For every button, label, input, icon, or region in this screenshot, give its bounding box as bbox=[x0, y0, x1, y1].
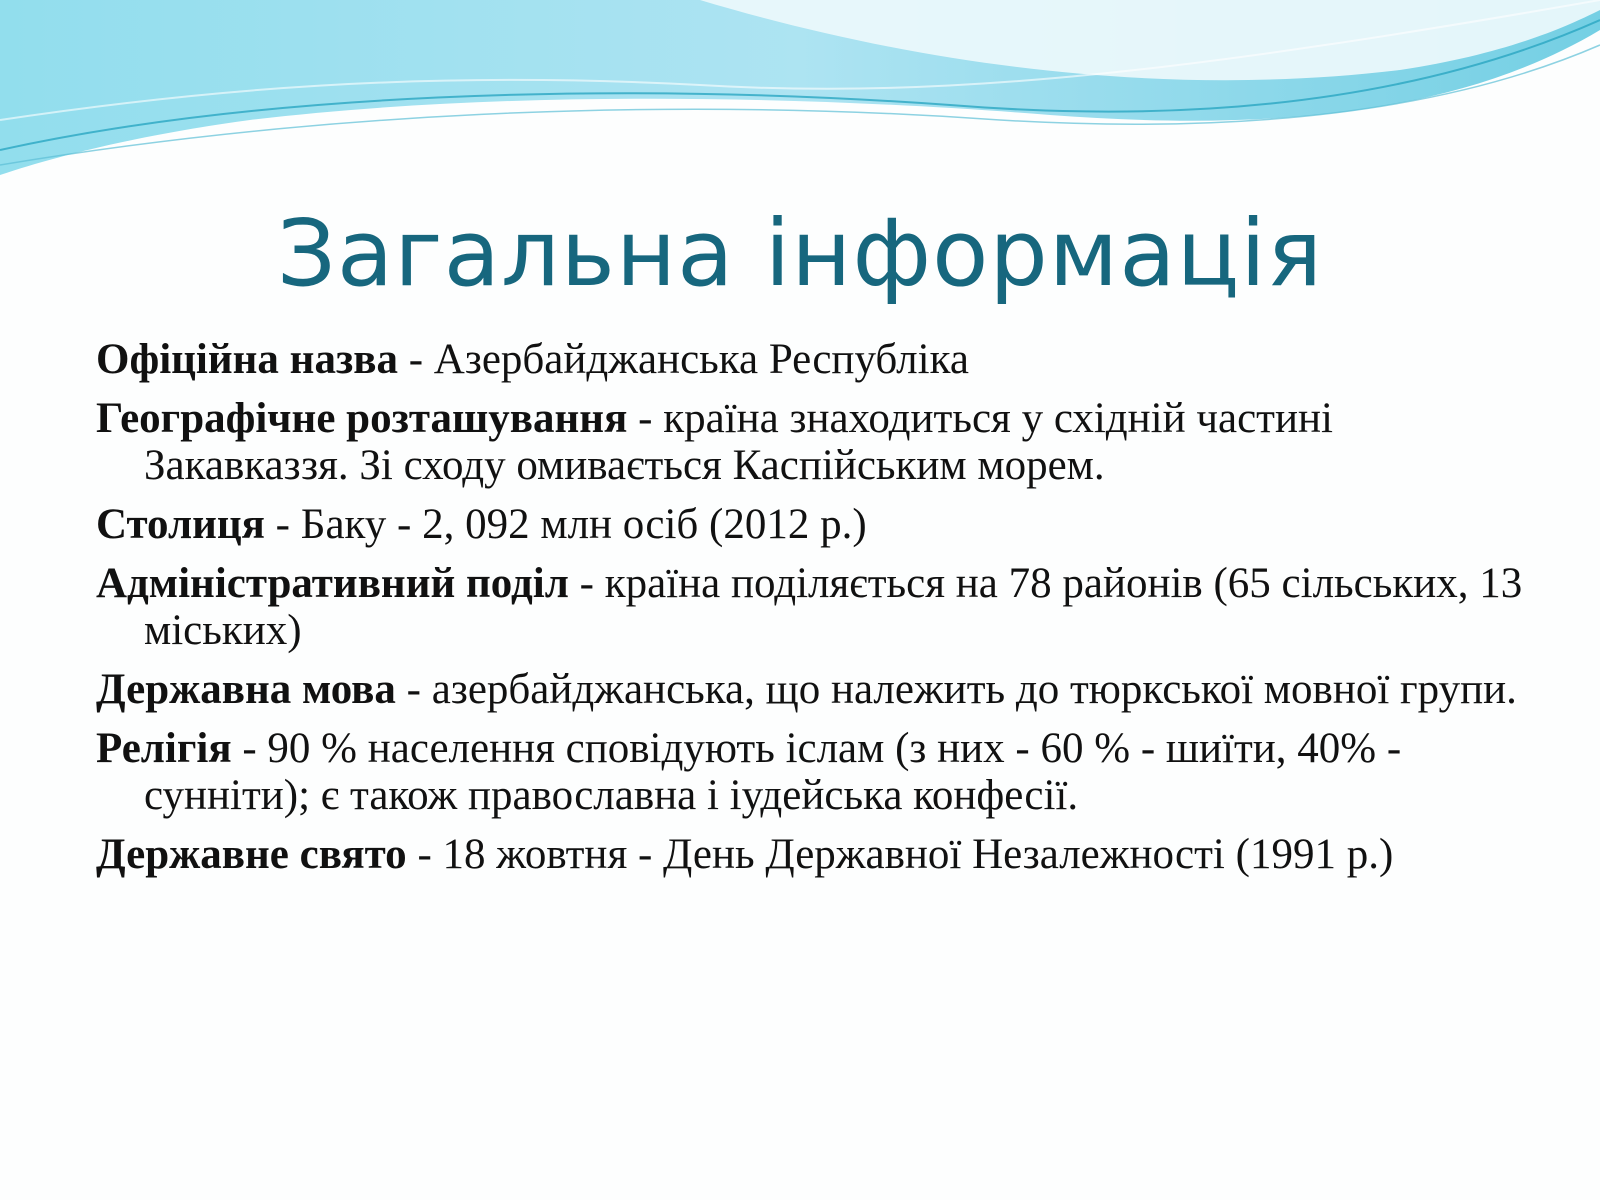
decorative-wave-header bbox=[0, 0, 1600, 210]
list-item-administrative-division bbox=[96, 560, 1536, 654]
item-separator: - bbox=[568, 560, 605, 607]
item-separator: - bbox=[627, 395, 664, 442]
list-item-location bbox=[96, 395, 1536, 489]
item-text: Баку - 2, 092 млн осіб (2012 р.) bbox=[300, 501, 867, 548]
item-term: Адміністративний поділ bbox=[96, 560, 569, 607]
item-text: 90 % населення сповідують іслам (з них - 60 % - шиїти, 40% - сунніти); є також православна і іудейська конфесії. bbox=[144, 725, 1402, 819]
list-item-language bbox=[96, 666, 1536, 713]
item-text: азербайджанська, що належить до тюркської мовної групи. bbox=[431, 666, 1517, 713]
item-term: Географічне розташування bbox=[96, 395, 628, 442]
item-term: Офіційна назва bbox=[96, 336, 398, 383]
item-text: країна поділяється на 78 районів (65 сільських, 13 міських) bbox=[144, 560, 1523, 654]
item-text: Азербайджанська Республіка bbox=[433, 336, 969, 383]
info-list bbox=[96, 336, 1536, 890]
item-separator: - bbox=[231, 725, 268, 772]
item-text: 18 жовтня - День Державної Незалежності (1991 р.) bbox=[442, 831, 1394, 878]
list-item-official-name bbox=[96, 336, 1536, 383]
item-term: Державне свято bbox=[96, 831, 407, 878]
item-separator: - bbox=[395, 666, 432, 713]
list-item-religion bbox=[96, 725, 1536, 819]
list-item-capital bbox=[96, 501, 1536, 548]
item-term: Столиця bbox=[96, 501, 265, 548]
list-item-national-holiday bbox=[96, 831, 1536, 878]
item-term: Державна мова bbox=[96, 666, 396, 713]
item-separator: - bbox=[264, 501, 301, 548]
item-text: країна знаходиться у східній частині Закавказзя. Зі сходу омивається Каспійським морем. bbox=[144, 395, 1333, 489]
item-term: Релігія bbox=[96, 725, 232, 772]
slide-title: Загальна інформація bbox=[276, 200, 1324, 307]
item-separator: - bbox=[406, 831, 443, 878]
item-separator: - bbox=[397, 336, 434, 383]
